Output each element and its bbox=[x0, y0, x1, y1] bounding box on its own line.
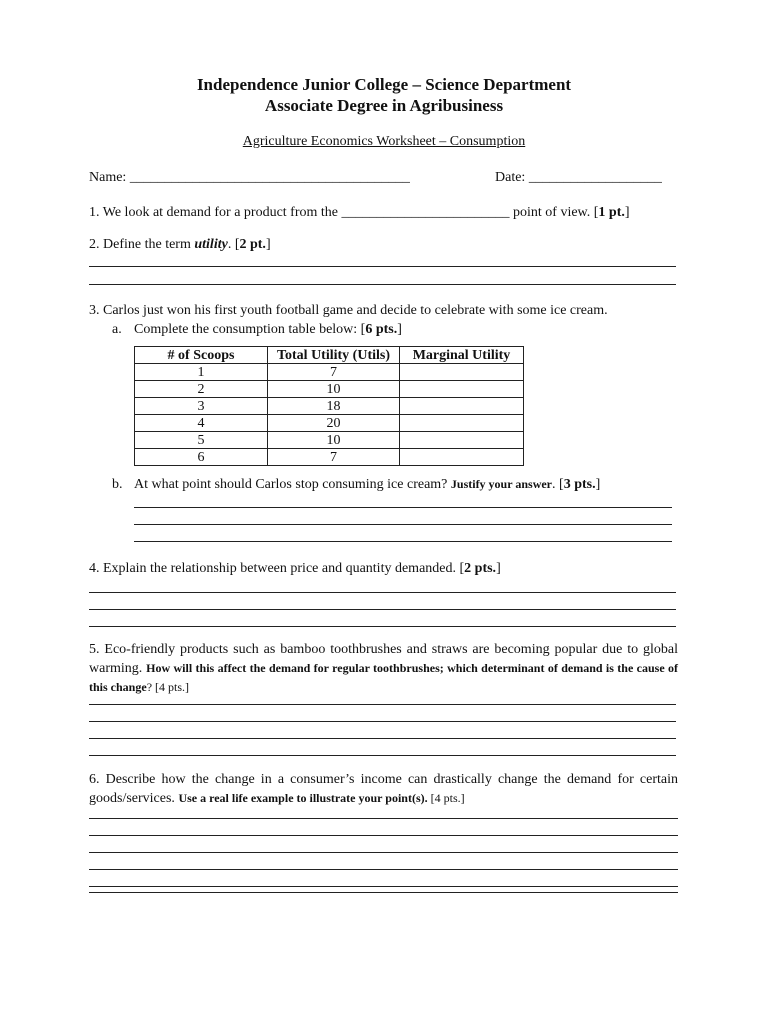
worksheet-title: Agriculture Economics Worksheet – Consumption bbox=[242, 134, 526, 149]
cell-scoops: 4 bbox=[135, 415, 268, 432]
answer-line[interactable] bbox=[89, 738, 676, 739]
question-2-points: 2 pt. bbox=[239, 237, 266, 252]
question-3a-marker: a. bbox=[112, 322, 122, 337]
question-1-text: 1. We look at demand for a product from the bbox=[89, 205, 342, 220]
cell-scoops: 1 bbox=[135, 364, 268, 381]
cell-marginal-utility[interactable] bbox=[400, 398, 524, 415]
question-4 bbox=[89, 561, 501, 577]
cell-scoops: 3 bbox=[135, 398, 268, 415]
question-6-emphasis: Use a real life example to illustrate your point(s). bbox=[178, 791, 428, 805]
question-1-blank[interactable]: ________________________ bbox=[341, 205, 510, 220]
cell-marginal-utility[interactable] bbox=[400, 432, 524, 449]
answer-line[interactable] bbox=[134, 541, 672, 542]
answer-line[interactable] bbox=[89, 892, 678, 893]
cell-total-utility: 20 bbox=[268, 415, 400, 432]
date-blank[interactable]: ___________________ bbox=[528, 170, 662, 185]
answer-line[interactable] bbox=[89, 852, 678, 853]
answer-line[interactable] bbox=[89, 835, 678, 836]
question-1-text-after: point of view. [ bbox=[509, 205, 599, 220]
table-row bbox=[135, 449, 524, 466]
question-3b-prompt: At what point should Carlos stop consuming ice cream? bbox=[134, 477, 451, 492]
cell-total-utility: 18 bbox=[268, 398, 400, 415]
question-3b bbox=[134, 477, 600, 493]
cell-total-utility: 7 bbox=[268, 449, 400, 466]
cell-total-utility: 10 bbox=[268, 381, 400, 398]
table-row bbox=[135, 398, 524, 415]
college-title: Independence Junior College – Science Department bbox=[196, 75, 572, 94]
table-header-row bbox=[135, 347, 524, 364]
cell-scoops: 2 bbox=[135, 381, 268, 398]
name-field[interactable] bbox=[89, 170, 410, 186]
answer-line[interactable] bbox=[89, 886, 678, 887]
question-2-text-after: . [ bbox=[227, 237, 240, 252]
cell-total-utility: 10 bbox=[268, 432, 400, 449]
answer-line[interactable] bbox=[89, 755, 676, 756]
cell-marginal-utility[interactable] bbox=[400, 364, 524, 381]
question-1-bracket: ] bbox=[624, 205, 630, 220]
question-1 bbox=[89, 205, 630, 221]
question-5 bbox=[89, 641, 678, 697]
col-header-marginal-utility: Marginal Utility bbox=[400, 347, 524, 364]
degree-title: Associate Degree in Agribusiness bbox=[264, 96, 504, 115]
cell-marginal-utility[interactable] bbox=[400, 415, 524, 432]
cell-marginal-utility[interactable] bbox=[400, 449, 524, 466]
date-field[interactable] bbox=[495, 170, 662, 186]
name-blank[interactable]: ________________________________________ bbox=[129, 170, 410, 185]
cell-marginal-utility[interactable] bbox=[400, 381, 524, 398]
answer-line[interactable] bbox=[89, 266, 676, 267]
question-3a-bracket: ] bbox=[397, 322, 402, 337]
question-3b-bracket: ] bbox=[595, 477, 601, 492]
question-5-emphasis: How will this affect the demand for regular toothbrushes; which determinant of demand is the cause of this change bbox=[89, 661, 679, 694]
question-3a-text bbox=[134, 322, 402, 338]
cell-scoops: 6 bbox=[135, 449, 268, 466]
answer-line[interactable] bbox=[89, 609, 676, 610]
consumption-table bbox=[134, 346, 524, 466]
question-3b-marker: b. bbox=[112, 477, 123, 492]
answer-line[interactable] bbox=[89, 284, 676, 285]
answer-line[interactable] bbox=[89, 592, 676, 593]
cell-scoops: 5 bbox=[135, 432, 268, 449]
col-header-scoops: # of Scoops bbox=[135, 347, 268, 364]
table-row bbox=[135, 415, 524, 432]
name-label: Name: bbox=[89, 170, 127, 185]
question-6-points: [4 pts.] bbox=[427, 791, 465, 805]
question-4-points: 2 pts. bbox=[464, 561, 497, 576]
question-3b-points: 3 pts. bbox=[563, 477, 596, 492]
answer-line[interactable] bbox=[134, 524, 672, 525]
answer-line[interactable] bbox=[89, 626, 676, 627]
answer-line[interactable] bbox=[89, 869, 678, 870]
question-2 bbox=[89, 237, 271, 253]
answer-line[interactable] bbox=[89, 704, 676, 705]
question-6 bbox=[89, 771, 678, 808]
question-3a bbox=[112, 322, 122, 338]
table-row bbox=[135, 432, 524, 449]
question-2-term: utility bbox=[194, 237, 228, 252]
question-3-text: 3. Carlos just won his first youth football game and decide to celebrate with some ice cream. bbox=[89, 303, 608, 318]
question-2-text: 2. Define the term bbox=[89, 237, 195, 252]
question-3b-emphasis: Justify your answer bbox=[450, 477, 553, 491]
table-row bbox=[135, 381, 524, 398]
question-3b-text-after: . [ bbox=[552, 477, 564, 492]
question-6-text: 6. Describe how the change in a consumer’s income can drastically change the demand for certain goods/services. bbox=[89, 772, 678, 806]
question-3a-prompt: Complete the consumption table below: [ bbox=[134, 322, 366, 337]
question-5-text: 5. Eco-friendly products such as bamboo toothbrushes and straws are becoming popular due to global warming. bbox=[89, 642, 678, 676]
answer-line[interactable] bbox=[89, 818, 678, 819]
answer-line[interactable] bbox=[134, 507, 672, 508]
cell-total-utility: 7 bbox=[268, 364, 400, 381]
table-row bbox=[135, 364, 524, 381]
question-4-text: 4. Explain the relationship between price and quantity demanded. [ bbox=[89, 561, 465, 576]
question-1-points: 1 pt. bbox=[598, 205, 625, 220]
answer-line[interactable] bbox=[89, 721, 676, 722]
date-label: Date: bbox=[495, 170, 526, 185]
question-4-bracket: ] bbox=[496, 561, 501, 576]
question-3a-points: 6 pts. bbox=[365, 322, 398, 337]
col-header-total-utility: Total Utility (Utils) bbox=[268, 347, 400, 364]
question-5-points: ? [4 pts.] bbox=[146, 680, 190, 694]
question-2-bracket: ] bbox=[265, 237, 271, 252]
